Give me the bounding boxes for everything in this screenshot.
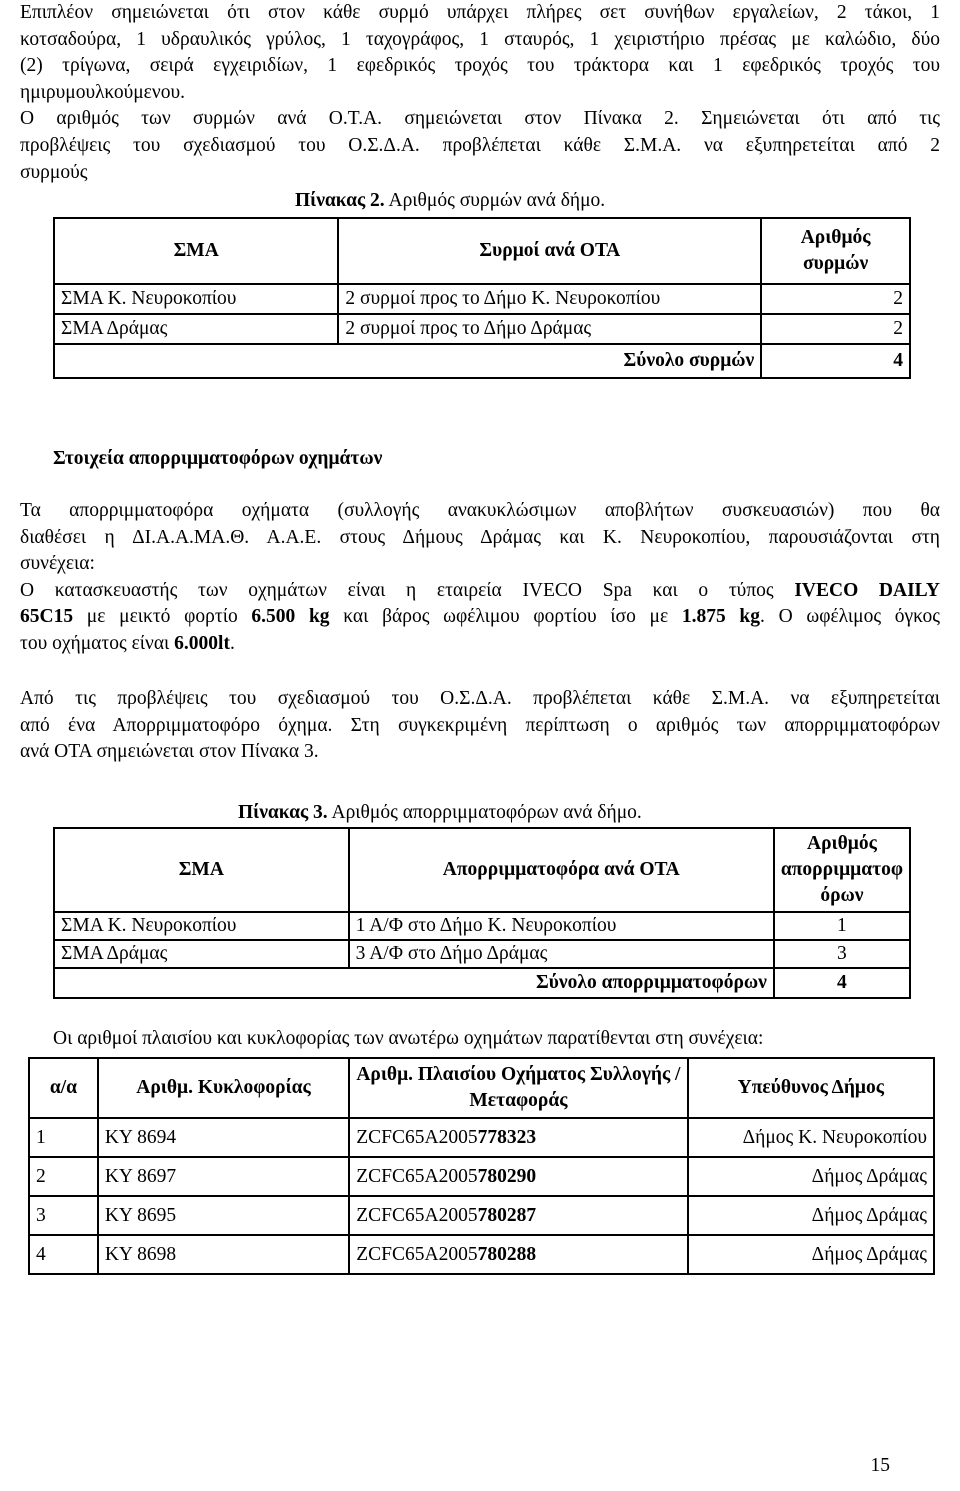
table3-header-trucks: Απορριμματοφόρα ανά ΟΤΑ: [349, 828, 774, 912]
spec-text: . Ο ωφέλιμος όγκος: [760, 606, 940, 628]
intro-line: (2) τρίγωνα, σειρά εγχειριδίων, 1 εφεδρικός τροχός του τράκτορα και 1 εφεδρικός τροχός του: [20, 55, 940, 77]
chassis-suffix: 780290: [477, 1165, 537, 1187]
table4-cell-index: 3: [29, 1196, 98, 1235]
table2-cell-count: 2: [761, 284, 910, 314]
chassis-prefix: ZCFC65A2005: [356, 1243, 478, 1265]
useful-volume: 6.000lt: [174, 632, 230, 654]
table4-cell-plate: ΚΥ 8698: [98, 1235, 349, 1274]
vehicles-line: διαθέσει η ΔΙ.Α.Α.ΜΑ.Θ. Α.Α.Ε. στους Δήμους Δράμας και Κ. Νευροκοπίου, παρουσιάζονται στη: [20, 526, 940, 548]
table3-cell-trucks: 1 Α/Φ στο Δήμο Κ. Νευροκοπίου: [349, 912, 774, 940]
intro-line: ημιρυμουλκούμενου.: [20, 81, 185, 103]
table4-cell-municipality: Δήμος Δράμας: [688, 1235, 934, 1274]
table3-cell-sma: ΣΜΑ Δράμας: [54, 940, 349, 968]
table2-header-sma: ΣΜΑ: [54, 218, 338, 284]
table2-cell-sma: ΣΜΑ Κ. Νευροκοπίου: [54, 284, 338, 314]
table3-header-count: Αριθμός απορριμματοφ όρων: [774, 828, 910, 912]
table-row: [54, 940, 910, 968]
table4-cell-chassis: [349, 1235, 687, 1274]
table3-header-row: [54, 828, 910, 912]
chassis-prefix: ZCFC65A2005: [356, 1165, 478, 1187]
table2-cell-trains: 2 συρμοί προς το Δήμο Κ. Νευροκοπίου: [338, 284, 761, 314]
table2-total-value: 4: [761, 344, 910, 378]
table-row: [29, 1235, 934, 1274]
table3-total-label: Σύνολο απορριμματοφόρων: [54, 968, 774, 998]
vehicles-spec-line: [20, 578, 940, 605]
spec-text: .: [229, 632, 235, 654]
intro-line: συρμούς: [20, 161, 88, 183]
table2: [53, 217, 911, 379]
table2-header-row: [54, 218, 910, 284]
table3: [53, 827, 911, 999]
table2-cell-count: 2: [761, 314, 910, 344]
vehicles-spec-line: [20, 604, 940, 631]
table3-caption-text: Αριθμός απορριμματοφόρων ανά δήμο.: [327, 802, 642, 823]
table-row: [29, 1157, 934, 1196]
forecast-paragraph: [20, 686, 940, 766]
table4-cell-chassis: [349, 1196, 687, 1235]
table4-cell-index: 2: [29, 1157, 98, 1196]
chassis-suffix: 780287: [477, 1204, 537, 1226]
chassis-suffix: 778323: [477, 1126, 537, 1148]
intro-paragraph: [20, 0, 940, 186]
table2-total-label: Σύνολο συρμών: [54, 344, 761, 378]
table3-total-row: [54, 968, 910, 998]
intro-line: Ο αριθμός των συρμών ανά Ο.Τ.Α. σημειώνεται στον Πίνακα 2. Σημειώνεται ότι από τις: [20, 108, 940, 130]
vehicles-heading: Στοιχεία απορριμματοφόρων οχημάτων: [53, 448, 383, 469]
table2-caption-text: Αριθμός συρμών ανά δήμο.: [384, 190, 606, 211]
vehicles-line: Τα απορριμματοφόρα οχήματα (συλλογής ανακυκλώσιμων αποβλήτων συσκευασιών) που θα: [20, 500, 940, 521]
plates-intro: Οι αριθμοί πλαισίου και κυκλοφορίας των ανωτέρω οχημάτων παρατίθενται στη συνέχεια:: [53, 1028, 764, 1049]
vehicle-model: IVECO DAILY: [794, 579, 940, 601]
table4-cell-index: 4: [29, 1235, 98, 1274]
table3-cell-trucks: 3 Α/Φ στο Δήμο Δράμας: [349, 940, 774, 968]
table2-cell-trains: 2 συρμοί προς το Δήμο Δράμας: [338, 314, 761, 344]
table3-total-value: 4: [774, 968, 910, 998]
table4-cell-plate: ΚΥ 8694: [98, 1118, 349, 1157]
chassis-prefix: ZCFC65A2005: [356, 1126, 478, 1148]
intro-line: Επιπλέον σημειώνεται ότι στον κάθε συρμό υπάρχει πλήρες σετ συνήθων εργαλείων, 2 τάκοι, 1: [20, 2, 940, 23]
vehicles-paragraph: [20, 498, 940, 658]
page-number: 15: [870, 1455, 890, 1476]
table4-cell-municipality: Δήμος Κ. Νευροκοπίου: [688, 1118, 934, 1157]
table4-cell-chassis: [349, 1118, 687, 1157]
spec-text: του οχήματος είναι: [20, 632, 175, 654]
table2-total-row: [54, 344, 910, 378]
table2-cell-sma: ΣΜΑ Δράμας: [54, 314, 338, 344]
table4-cell-municipality: Δήμος Δράμας: [688, 1196, 934, 1235]
table-row: [54, 284, 910, 314]
table2-header-trains: Συρμοί ανά ΟΤΑ: [338, 218, 761, 284]
vehicles-spec-line: [20, 631, 940, 658]
table4-cell-municipality: Δήμος Δράμας: [688, 1157, 934, 1196]
table4-header-municipality: Υπεύθυνος Δήμος: [688, 1058, 934, 1118]
forecast-line: από ένα Απορριμματοφόρο όχημα. Στη συγκεκριμένη περίπτωση ο αριθμός των απορριμματοφόρων: [20, 714, 940, 736]
forecast-line: Από τις προβλέψεις του σχεδιασμού του Ο.Σ.Δ.Α. προβλέπεται κάθε Σ.Μ.Α. να εξυπηρετείται: [20, 688, 940, 709]
spec-text: και βάρος ωφέλιμου φορτίου ίσο με: [329, 606, 682, 628]
forecast-line: ανά ΟΤΑ σημειώνεται στον Πίνακα 3.: [20, 741, 319, 763]
intro-line: κοτσαδούρα, 1 υδραυλικός γρύλος, 1 ταχογράφος, 1 σταυρός, 1 χειριστήριο πρέσας με καλώδιο, δύο: [20, 28, 940, 50]
table2-caption-label: Πίνακας 2.: [295, 190, 385, 211]
table2-header-count: Αριθμός συρμών: [761, 218, 910, 284]
table4-cell-plate: ΚΥ 8697: [98, 1157, 349, 1196]
table4-cell-chassis: [349, 1157, 687, 1196]
gross-weight: 6.500 kg: [251, 606, 330, 628]
table4: [28, 1057, 935, 1275]
intro-line: προβλέψεις του σχεδιασμού του Ο.Σ.Δ.Α. προβλέπεται κάθε Σ.Μ.Α. να εξυπηρετείται από 2: [20, 134, 940, 156]
table3-caption-label: Πίνακας 3.: [238, 802, 328, 823]
table-row: [54, 912, 910, 940]
table-row: [29, 1196, 934, 1235]
table3-caption: [238, 800, 642, 826]
table4-header-row: [29, 1058, 934, 1118]
vehicle-model-code: 65C15: [20, 606, 74, 628]
table4-header-index: α/α: [29, 1058, 98, 1118]
chassis-prefix: ZCFC65A2005: [356, 1204, 478, 1226]
spec-text: με μεικτό φορτίο: [73, 606, 252, 628]
table4-header-chassis: Αριθμ. Πλαισίου Οχήματος Συλλογής / Μεταφοράς: [349, 1058, 687, 1118]
table2-caption: [295, 188, 605, 214]
table4-header-plate: Αριθμ. Κυκλοφορίας: [98, 1058, 349, 1118]
table3-cell-sma: ΣΜΑ Κ. Νευροκοπίου: [54, 912, 349, 940]
table4-cell-index: 1: [29, 1118, 98, 1157]
vehicles-line: συνέχεια:: [20, 553, 95, 575]
table3-header-sma: ΣΜΑ: [54, 828, 349, 912]
chassis-suffix: 780288: [477, 1243, 537, 1265]
table-row: [29, 1118, 934, 1157]
table4-cell-plate: ΚΥ 8695: [98, 1196, 349, 1235]
table3-cell-count: 3: [774, 940, 910, 968]
payload-weight: 1.875 kg: [681, 606, 761, 628]
spec-text: Ο κατασκευαστής των οχημάτων είναι η εταιρεία IVECO Spa και ο τύπος: [20, 579, 795, 601]
table3-cell-count: 1: [774, 912, 910, 940]
table-row: [54, 314, 910, 344]
